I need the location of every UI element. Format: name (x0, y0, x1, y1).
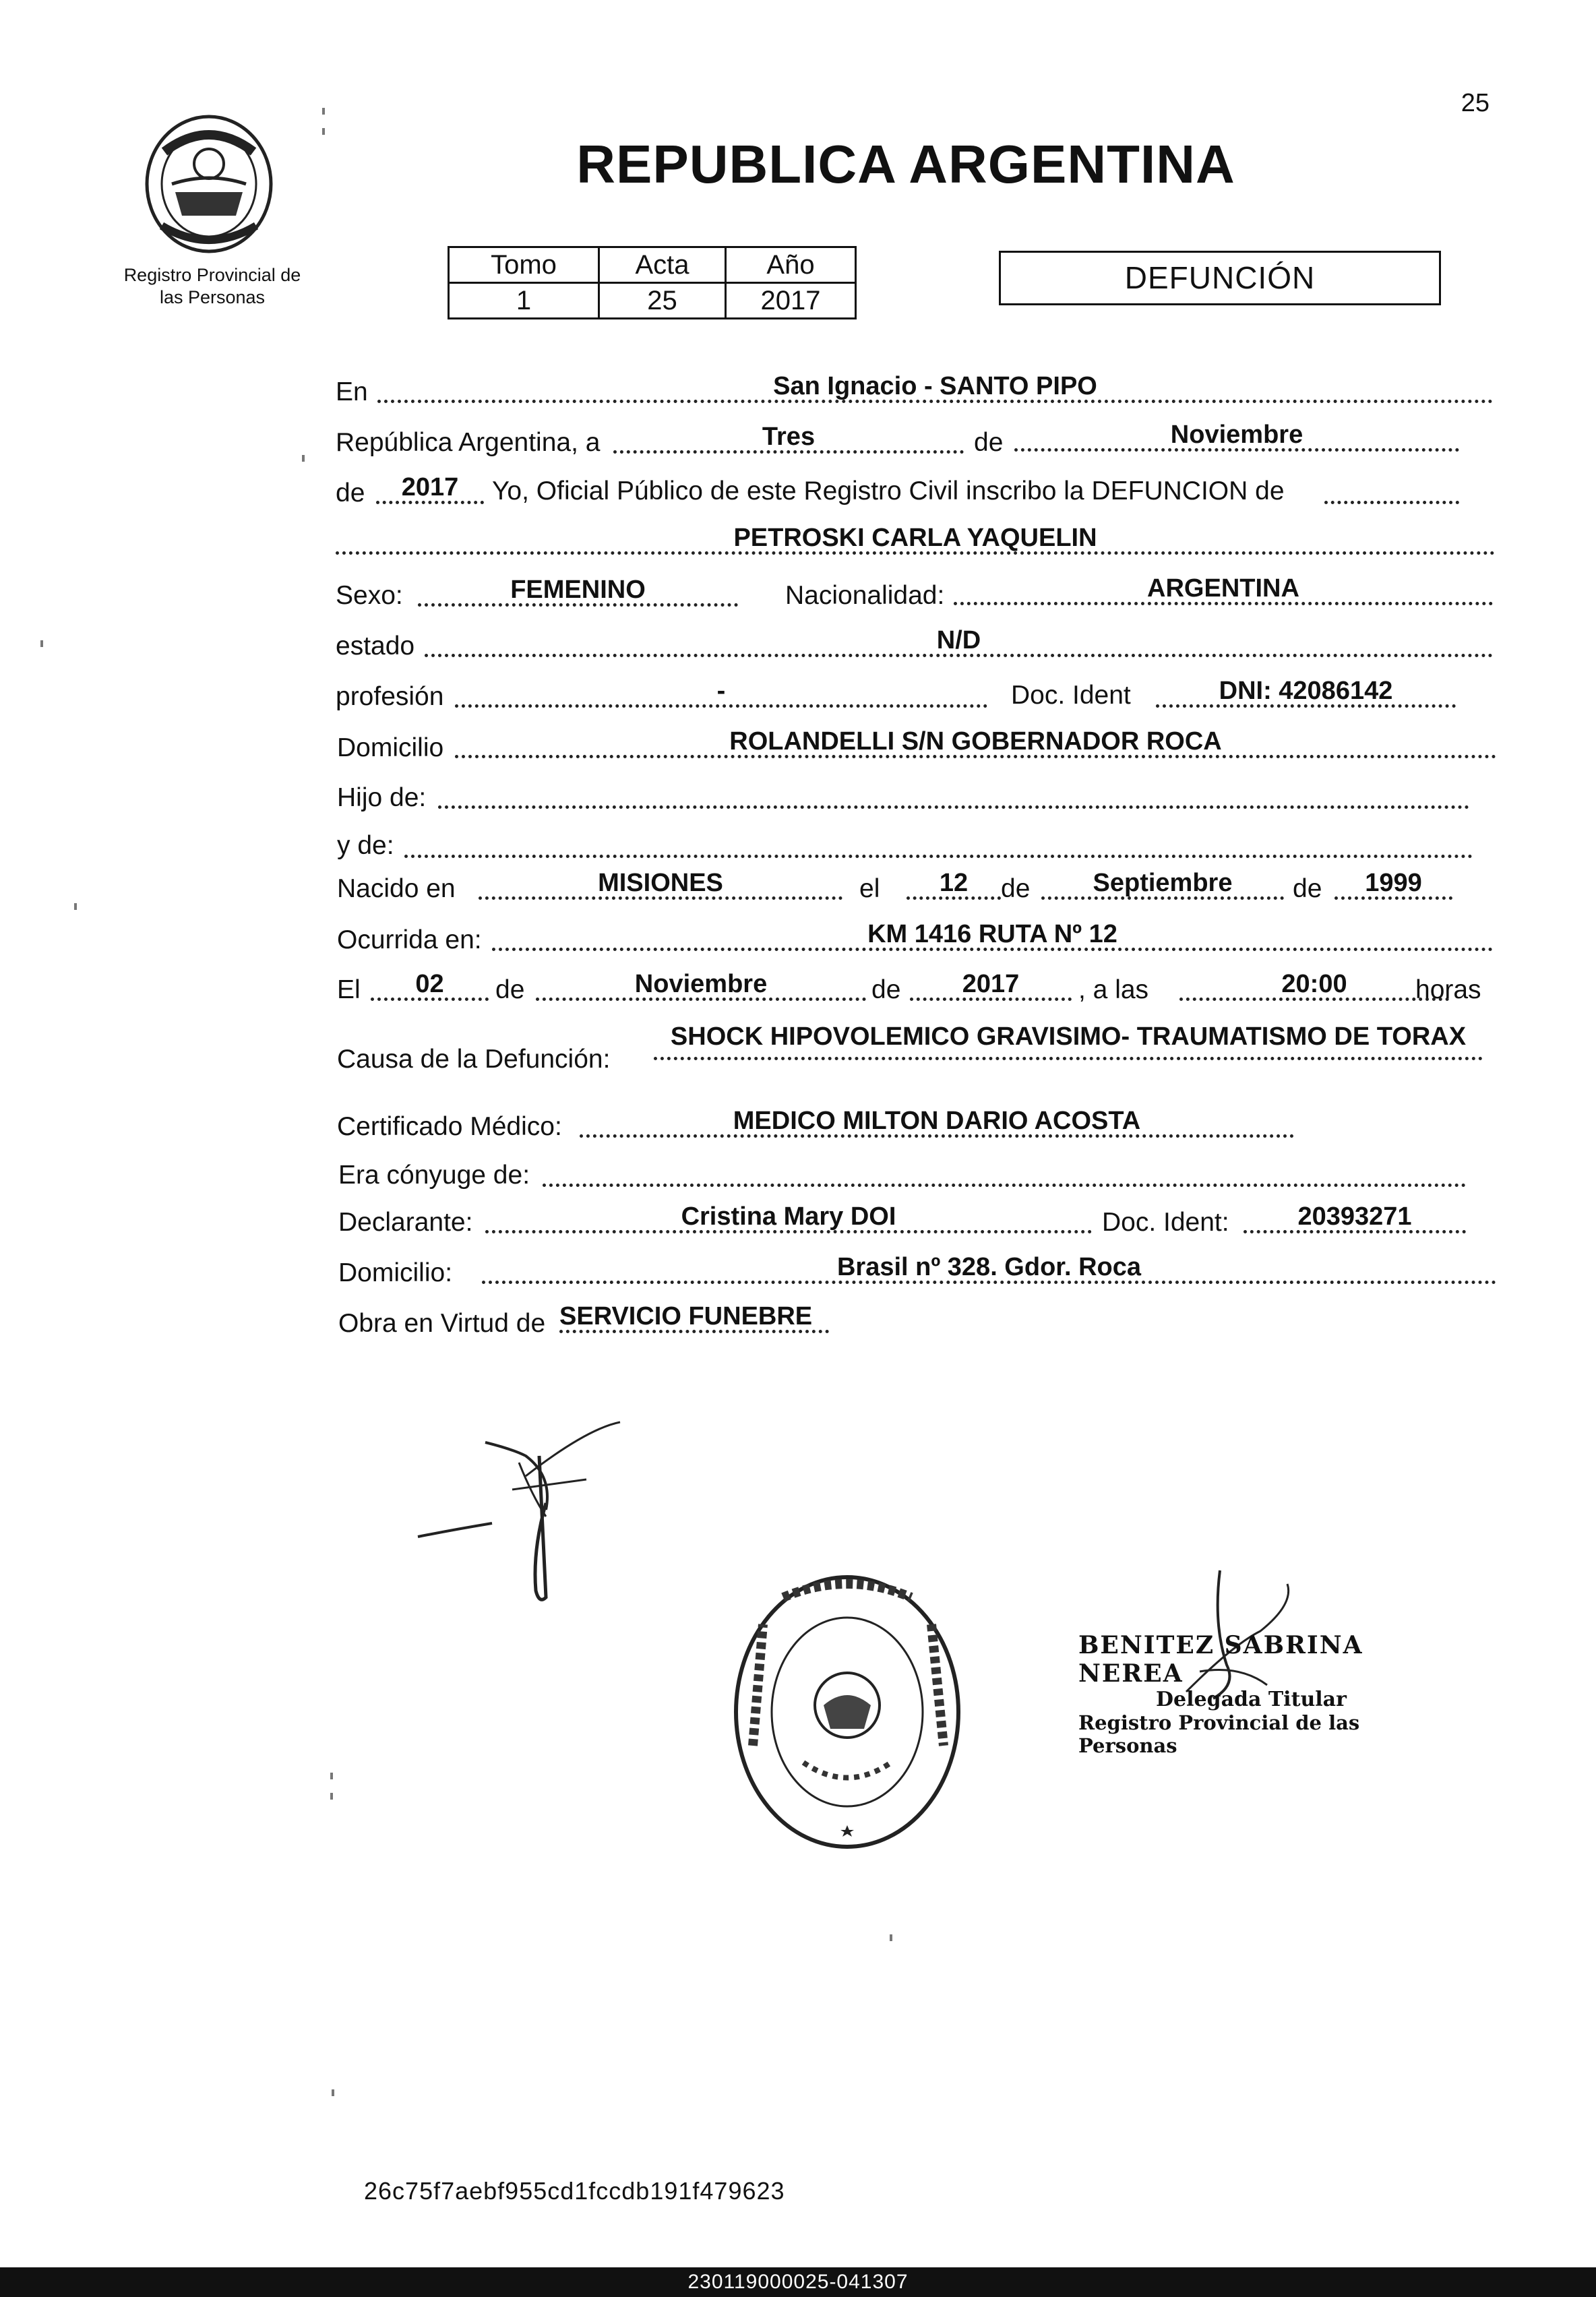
cause-value: SHOCK HIPOVOLEMICO GRAVISIMO- TRAUMATISMO DE TORAX (654, 1019, 1483, 1060)
death-month: Noviembre (536, 969, 866, 1001)
footer-code-bar: 230119000025-041307 (0, 2267, 1596, 2297)
medical-certificate-value: MEDICO MILTON DARIO ACOSTA (580, 1105, 1294, 1138)
official-name: BENITEZ SABRINA NEREA (1078, 1631, 1363, 1688)
marital-status-label: estado (336, 632, 415, 661)
registry-label-line: Registro Provincial de (123, 265, 301, 285)
official-stamp (1078, 1631, 1429, 1757)
sex-value: FEMENINO (418, 574, 738, 607)
child-of-value (438, 776, 1469, 809)
registration-statement: Yo, Oficial Público de este Registro Civil inscribo la DEFUNCION de (492, 477, 1285, 506)
sex-label: Sexo: (336, 581, 403, 610)
profession-label: profesión (336, 682, 444, 711)
medical-certificate-label: Certificado Médico: (337, 1112, 562, 1141)
declarant-address-value: Brasil nº 328. Gdor. Roca (482, 1252, 1496, 1284)
born-day: 12 (907, 867, 1001, 900)
value-tomo: 1 (449, 283, 599, 319)
address-value: ROLANDELLI S/N GOBERNADOR ROCA (455, 726, 1496, 758)
profession-value: - (455, 675, 987, 708)
nationality-value: ARGENTINA (954, 573, 1493, 605)
scan-speck (330, 1793, 333, 1800)
deceased-name: PETROSKI CARLA YAQUELIN (336, 522, 1495, 555)
born-month: Septiembre (1041, 867, 1284, 900)
nationality-label: Nacionalidad: (785, 581, 945, 610)
hours-label: horas (1415, 975, 1481, 1004)
occurred-label: Ocurrida en: (337, 925, 482, 954)
official-role: Delegada Titular (1156, 1688, 1347, 1711)
place-label: En (336, 377, 368, 406)
reference-value-row (449, 283, 856, 319)
doc-ident-value: DNI: 42086142 (1156, 675, 1456, 708)
scan-speck (890, 1934, 892, 1941)
scan-speck (302, 455, 305, 462)
registry-label (111, 264, 313, 309)
address-label: Domicilio (337, 733, 444, 762)
spouse-label: Era cónyuge de: (338, 1161, 530, 1190)
declarant-label: Declarante: (338, 1208, 473, 1237)
doc-ident-label: Doc. Ident (1011, 681, 1131, 710)
declarant-value: Cristina Mary DOI (485, 1201, 1092, 1233)
declarant-doc-value: 20393271 (1244, 1201, 1466, 1233)
cause-label: Causa de la Defunción: (337, 1045, 611, 1074)
header-ano: Año (726, 247, 856, 283)
spouse-value (543, 1155, 1466, 1187)
de-label: de (974, 428, 1004, 457)
statement-blank (1324, 472, 1459, 504)
scan-speck (330, 1773, 333, 1779)
and-of-value (404, 826, 1473, 858)
death-day: 02 (371, 969, 489, 1001)
at-label: , a las (1078, 975, 1149, 1004)
born-place: MISIONES (479, 867, 842, 900)
value-ano: 2017 (726, 283, 856, 319)
official-office: Registro Provincial de las Personas (1078, 1711, 1360, 1757)
de-label: de (1293, 874, 1322, 903)
born-year: 1999 (1334, 867, 1452, 900)
header-acta: Acta (599, 247, 726, 283)
scan-speck (40, 640, 43, 647)
record-year: 2017 (376, 472, 484, 504)
scan-speck (332, 2089, 334, 2096)
document-type-box: DEFUNCIÓN (999, 251, 1441, 305)
child-of-label: Hijo de: (337, 783, 427, 812)
reference-table (448, 246, 857, 319)
death-time: 20:00 (1179, 969, 1449, 1001)
scan-speck (74, 903, 77, 910)
value-acta: 25 (599, 283, 726, 319)
scan-speck (322, 128, 325, 135)
declarant-doc-label: Doc. Ident: (1102, 1208, 1229, 1237)
page-title: REPUBLICA ARGENTINA (576, 134, 1235, 194)
occurred-value: KM 1416 RUTA Nº 12 (492, 919, 1493, 951)
record-day: Tres (613, 421, 964, 454)
el-label: el (859, 874, 880, 903)
de-label: de (1001, 874, 1031, 903)
document-hash: 26c75f7aebf955cd1fccdb191f479623 (364, 2177, 785, 2205)
de-label: de (871, 975, 901, 1004)
el-label: El (337, 975, 361, 1004)
registry-label-line: las Personas (159, 287, 266, 307)
record-month: Noviembre (1014, 419, 1459, 452)
de-label: de (336, 479, 365, 508)
by-virtue-value: SERVICIO FUNEBRE (559, 1301, 829, 1333)
death-year: 2017 (910, 969, 1072, 1001)
place-value: San Ignacio - SANTO PIPO (377, 371, 1493, 403)
scan-speck (322, 108, 325, 115)
marital-status-value: N/D (425, 625, 1493, 657)
born-label: Nacido en (337, 874, 456, 903)
header-tomo: Tomo (449, 247, 599, 283)
reference-header-row (449, 247, 856, 283)
and-of-label: y de: (337, 831, 394, 860)
date-intro-label: República Argentina, a (336, 428, 601, 457)
de-label: de (495, 975, 525, 1004)
delegation-seal-icon (729, 1570, 965, 1860)
page-number: 25 (1461, 89, 1490, 117)
handwritten-signature-icon (411, 1415, 654, 1604)
by-virtue-label: Obra en Virtud de (338, 1309, 546, 1338)
declarant-address-label: Domicilio: (338, 1258, 453, 1287)
